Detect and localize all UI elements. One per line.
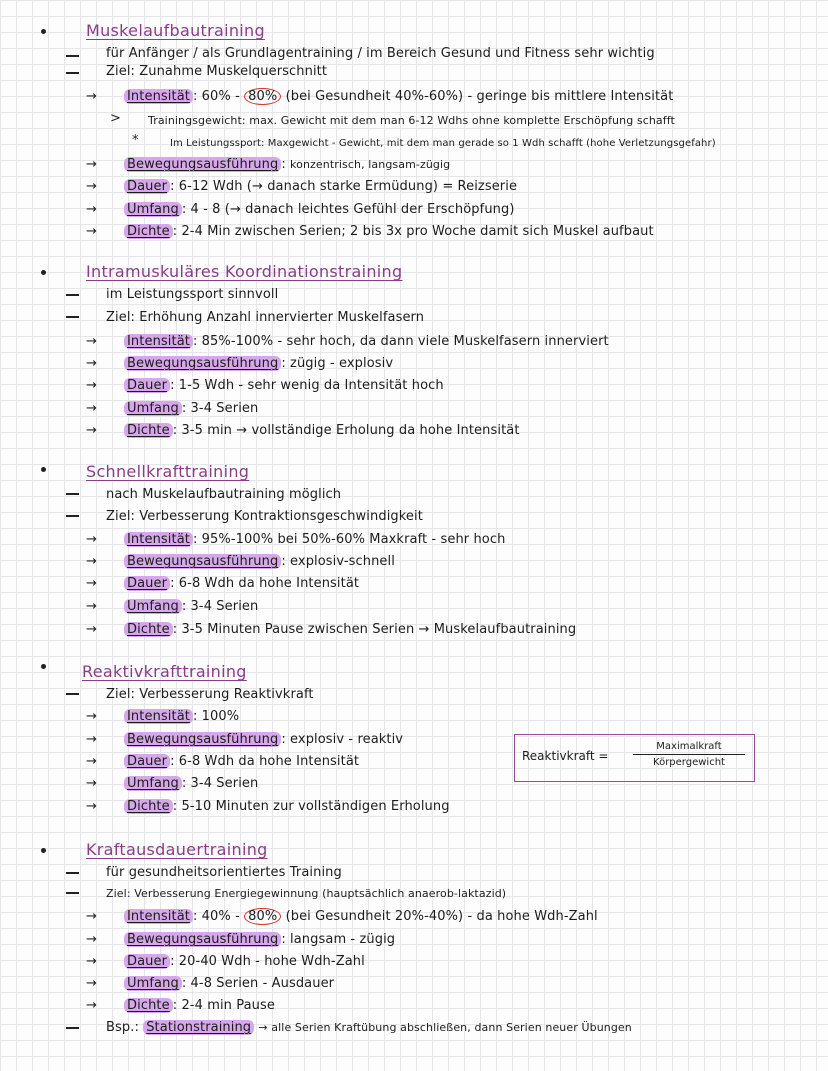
example-key: Stationstraining — [143, 1020, 254, 1035]
param-key: Umfang — [124, 401, 182, 416]
dash-marker — [66, 72, 79, 74]
goal-line — [106, 885, 506, 903]
star-line: Im Leistungssport: Maxgewicht - Gewicht, mit dem man gerade so 1 Wdh schafft (hohe Verletzungsgefahr) — [170, 138, 716, 149]
dash-marker — [66, 693, 79, 695]
param-key: Dichte — [124, 224, 173, 239]
param-line: Bewegungsausführung : explosiv - reaktiv — [124, 731, 403, 749]
section-bullet — [41, 467, 46, 472]
param-value: 100% — [201, 709, 240, 724]
arrow-icon: → — [86, 334, 97, 349]
param-key: Bewegungsausführung — [124, 554, 281, 569]
param-value: 3-4 Serien — [190, 599, 259, 614]
param-key: Intensität — [124, 709, 193, 724]
arrow-icon: → — [86, 89, 97, 104]
arrow-icon: → — [86, 378, 97, 393]
param-line: Intensität : 85%-100% - sehr hoch, da dann viele Muskelfasern innerviert — [124, 333, 609, 351]
circled-value: 80% — [244, 908, 281, 925]
param-line: Dauer : 6-8 Wdh da hohe Intensität — [124, 753, 359, 771]
param-line: Dauer : 6-8 Wdh da hohe Intensität — [124, 575, 359, 593]
param-value: 4-8 Serien - Ausdauer — [190, 976, 335, 991]
note-line: nach Muskelaufbautraining möglich — [106, 487, 342, 502]
param-line: Intensität : 60% - 80% (bei Gesundheit 40%-60%) - geringe bis mittlere Intensität — [124, 88, 673, 106]
param-value: 1-5 Wdh - sehr wenig da Intensität hoch — [178, 378, 444, 393]
param-line: Umfang : 3-4 Serien — [124, 775, 258, 793]
param-value: 6-8 Wdh da hohe Intensität — [178, 754, 360, 769]
param-value: 20-40 Wdh - hohe Wdh-Zahl — [178, 954, 365, 969]
arrow-icon: → — [86, 954, 97, 969]
param-value: 6-8 Wdh da hohe Intensität — [178, 576, 360, 591]
param-line: Dauer : 6-12 Wdh (→ danach starke Ermüdung) = Reizserie — [124, 178, 517, 196]
arrow-icon: → — [86, 202, 97, 217]
param-key: Dichte — [124, 622, 173, 637]
param-line: Bewegungsausführung : langsam - zügig — [124, 931, 395, 949]
arrow-icon: → — [86, 224, 97, 239]
note-line: im Leistungssport sinnvoll — [106, 287, 279, 302]
arrow-icon: → — [86, 998, 97, 1013]
param-key: Dauer — [124, 576, 170, 591]
param-value: 5-10 Minuten zur vollständigen Erholung — [181, 799, 450, 814]
param-key: Dichte — [124, 998, 173, 1013]
circled-value: 80% — [244, 88, 281, 105]
param-key: Umfang — [124, 776, 182, 791]
param-value: 4 - 8 (→ danach leichtes Gefühl der Erschöpfung) — [190, 202, 515, 217]
param-line: Dichte : 3-5 Minuten Pause zwischen Serien → Muskelaufbautraining — [124, 621, 576, 639]
param-key: Umfang — [124, 202, 182, 217]
arrow-icon: → — [86, 356, 97, 371]
section-title-reaktivkraft: Reaktivkrafttraining — [82, 662, 247, 681]
section-title-intramuskulaer: Intramuskuläres Koordinationstraining — [86, 262, 403, 281]
formula-label: Reaktivkraft = — [522, 749, 609, 763]
arrow-icon: → — [86, 709, 97, 724]
arrow-icon: → — [86, 932, 97, 947]
param-value: explosiv-schnell — [290, 554, 395, 569]
example-label: Bsp.: — [106, 1020, 139, 1035]
section-bullet — [41, 270, 46, 275]
param-value: 3-4 Serien — [190, 401, 259, 416]
param-line: Bewegungsausführung : zügig - explosiv — [124, 355, 393, 373]
param-value: zügig - explosiv — [290, 356, 394, 371]
param-value: konzentrisch, langsam-zügig — [290, 158, 451, 171]
param-value: langsam - zügig — [290, 932, 396, 947]
arrow-icon: → — [86, 554, 97, 569]
param-line: Intensität : 100% — [124, 708, 239, 726]
param-value: 95%-100% bei 50%-60% Maxkraft - sehr hoch — [201, 532, 506, 547]
param-value: explosiv - reaktiv — [290, 732, 404, 747]
param-value: 85%-100% - sehr hoch, da dann viele Muskelfasern innerviert — [201, 334, 609, 349]
param-line: Umfang : 3-4 Serien — [124, 400, 258, 418]
section-title-muskelaufbau: Muskelaufbautraining — [86, 21, 265, 40]
param-key: Dauer — [124, 378, 170, 393]
param-key: Dichte — [124, 799, 173, 814]
arrow-icon: → — [86, 799, 97, 814]
star-icon: * — [132, 133, 139, 148]
example-line — [106, 1019, 632, 1037]
param-line: Bewegungsausführung : konzentrisch, langsam-zügig — [124, 156, 450, 174]
param-key: Intensität — [124, 909, 193, 924]
param-key: Umfang — [124, 599, 182, 614]
arrow-icon: → — [86, 776, 97, 791]
goal-line: Ziel: Verbesserung Kontraktionsgeschwindigkeit — [106, 509, 423, 524]
arrow-icon: → — [86, 599, 97, 614]
chevron-right-icon: > — [110, 111, 121, 126]
param-key: Bewegungsausführung — [124, 732, 281, 747]
param-line: Intensität : 95%-100% bei 50%-60% Maxkraft - sehr hoch — [124, 531, 505, 549]
param-key: Bewegungsausführung — [124, 157, 281, 172]
param-key: Intensität — [124, 89, 193, 104]
arrow-icon: → — [86, 576, 97, 591]
dash-marker — [66, 892, 79, 894]
arrow-icon: → — [86, 754, 97, 769]
param-key: Intensität — [124, 532, 193, 547]
param-line: Dichte : 3-5 min → vollständige Erholung da hohe Intensität — [124, 422, 520, 440]
param-line: Dichte : 2-4 Min zwischen Serien; 2 bis 3x pro Woche damit sich Muskel aufbaut — [124, 223, 654, 241]
param-value: 3-5 Minuten Pause zwischen Serien → Muskelaufbautraining — [181, 622, 577, 637]
param-value: 2-4 min Pause — [181, 998, 275, 1013]
arrow-icon: → — [86, 532, 97, 547]
param-value: (bei Gesundheit 40%-60%) - geringe bis mittlere Intensität — [285, 89, 674, 104]
param-line: Umfang : 4 - 8 (→ danach leichtes Gefühl der Erschöpfung) — [124, 201, 515, 219]
arrow-icon: → — [86, 732, 97, 747]
dash-marker — [66, 1027, 79, 1029]
formula-denominator: Körpergewicht — [653, 757, 725, 768]
param-value: 40% - — [201, 909, 240, 924]
param-line: Bewegungsausführung : explosiv-schnell — [124, 553, 395, 571]
note-line: für gesundheitsorientiertes Training — [106, 865, 342, 880]
section-bullet — [41, 664, 46, 669]
param-line: Umfang : 4-8 Serien - Ausdauer — [124, 975, 334, 993]
dash-marker — [66, 55, 79, 57]
param-key: Dauer — [124, 954, 170, 969]
param-key: Dauer — [124, 179, 170, 194]
arrow-icon: → — [86, 423, 97, 438]
section-title-kraftausdauer: Kraftausdauertraining — [86, 840, 268, 859]
goal-text: Ziel: Verbesserung Energiegewinnung (hauptsächlich anaerob-laktazid) — [106, 887, 507, 900]
sub-line: Trainingsgewicht: max. Gewicht mit dem man 6-12 Wdhs ohne komplette Erschöpfung schafft — [148, 114, 675, 127]
param-key: Dauer — [124, 754, 170, 769]
dash-marker — [66, 493, 79, 495]
param-key: Bewegungsausführung — [124, 932, 281, 947]
param-value: 3-5 min → vollständige Erholung da hohe Intensität — [181, 423, 520, 438]
arrow-icon: → — [86, 976, 97, 991]
formula-fraction — [633, 741, 745, 768]
dash-marker — [66, 316, 79, 318]
arrow-icon: → — [86, 622, 97, 637]
formula-box — [514, 734, 755, 782]
param-value: 6-12 Wdh (→ danach starke Ermüdung) = Reizserie — [178, 179, 518, 194]
param-line: Umfang : 3-4 Serien — [124, 598, 258, 616]
param-line: Dichte : 5-10 Minuten zur vollständigen Erholung — [124, 798, 450, 816]
param-key: Dichte — [124, 423, 173, 438]
goal-line: Ziel: Zunahme Muskelquerschnitt — [106, 64, 328, 79]
section-bullet — [41, 29, 46, 34]
param-value: 2-4 Min zwischen Serien; 2 bis 3x pro Woche damit sich Muskel aufbaut — [181, 224, 654, 239]
example-value: → alle Serien Kraftübung abschließen, dann Serien neuer Übungen — [258, 1021, 632, 1034]
param-line: Dauer : 20-40 Wdh - hohe Wdh-Zahl — [124, 953, 365, 971]
section-bullet — [41, 848, 46, 853]
formula-numerator: Maximalkraft — [633, 741, 745, 755]
section-title-schnellkraft: Schnellkrafttraining — [86, 462, 250, 481]
arrow-icon: → — [86, 401, 97, 416]
param-line: Dichte : 2-4 min Pause — [124, 997, 275, 1015]
dash-marker — [66, 515, 79, 517]
dash-marker — [66, 872, 79, 874]
goal-line: Ziel: Erhöhung Anzahl innervierter Muskelfasern — [106, 310, 425, 325]
arrow-icon: → — [86, 909, 97, 924]
goal-line: Ziel: Verbesserung Reaktivkraft — [106, 687, 314, 702]
param-key: Intensität — [124, 334, 193, 349]
param-line: Dauer : 1-5 Wdh - sehr wenig da Intensität hoch — [124, 377, 444, 395]
arrow-icon: → — [86, 157, 97, 172]
dash-marker — [66, 294, 79, 296]
param-value: (bei Gesundheit 20%-40%) - da hohe Wdh-Zahl — [285, 909, 598, 924]
param-key: Bewegungsausführung — [124, 356, 281, 371]
note-line: für Anfänger / als Grundlagentraining / im Bereich Gesund und Fitness sehr wichtig — [106, 46, 655, 61]
param-value: 3-4 Serien — [190, 776, 259, 791]
param-line: Intensität : 40% - 80% (bei Gesundheit 20%-40%) - da hohe Wdh-Zahl — [124, 908, 598, 926]
arrow-icon: → — [86, 179, 97, 194]
param-key: Umfang — [124, 976, 182, 991]
param-value: 60% - — [201, 89, 240, 104]
